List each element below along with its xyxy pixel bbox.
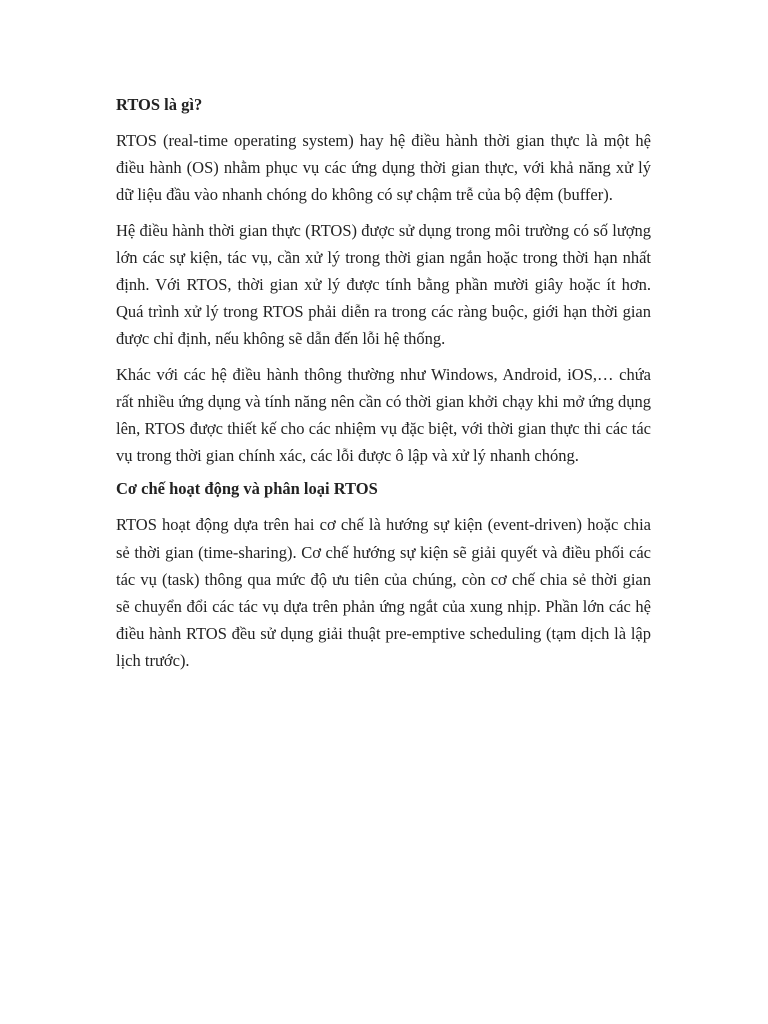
paragraph-rtos-usage: Hệ điều hành thời gian thực (RTOS) được sử dụng trong môi trường có số lượng lớn các sự kiện, tác vụ, cần xử lý trong thời gian ngắn hoặc trong thời hạn nhất định. Với RTOS, thời gian xử lý được tính bằng phần mười giây hoặc ít hơn. Quá trình xử lý trong RTOS phải diễn ra trong các ràng buộc, giới hạn thời gian được chỉ định, nếu không sẽ dẫn đến lỗi hệ thống. (116, 220, 651, 349)
paragraph-rtos-definition: RTOS (real-time operating system) hay hệ điều hành thời gian thực là một hệ điều hành (OS) nhằm phục vụ các ứng dụng thời gian thực, với khả năng xử lý dữ liệu đầu vào nhanh chóng do không có sự chậm trễ của bộ đệm (buffer). (116, 131, 651, 205)
paragraph-rtos-mechanism: RTOS hoạt động dựa trên hai cơ chế là hướng sự kiện (event-driven) hoặc chia sẻ thời gian (time-sharing). Cơ chế hướng sự kiện sẽ giải quyết và điều phối các tác vụ (task) thông qua mức độ ưu tiên của chúng, còn cơ chế chia sẻ thời gian sẽ chuyển đổi các tác vụ dựa trên phản ứng ngắt của xung nhịp. Phần lớn các hệ điều hành RTOS đều sử dụng giải thuật pre-emptive scheduling (tạm dịch là lập lịch trước). (116, 515, 651, 671)
section-heading-what-is-rtos: RTOS là gì? (116, 95, 203, 114)
section-heading-mechanism: Cơ chế hoạt động và phân loại RTOS (116, 479, 378, 499)
document-page (116, 93, 651, 683)
paragraph-rtos-comparison: Khác với các hệ điều hành thông thường như Windows, Android, iOS,… chứa rất nhiều ứng dụng và tính năng nên cần có thời gian khởi chạy khi mở ứng dụng lên, RTOS được thiết kế cho các nhiệm vụ đặc biệt, với thời gian thực thi các tác vụ trong thời gian chính xác, các lỗi được ô lập và xử lý nhanh chóng. (116, 364, 651, 466)
